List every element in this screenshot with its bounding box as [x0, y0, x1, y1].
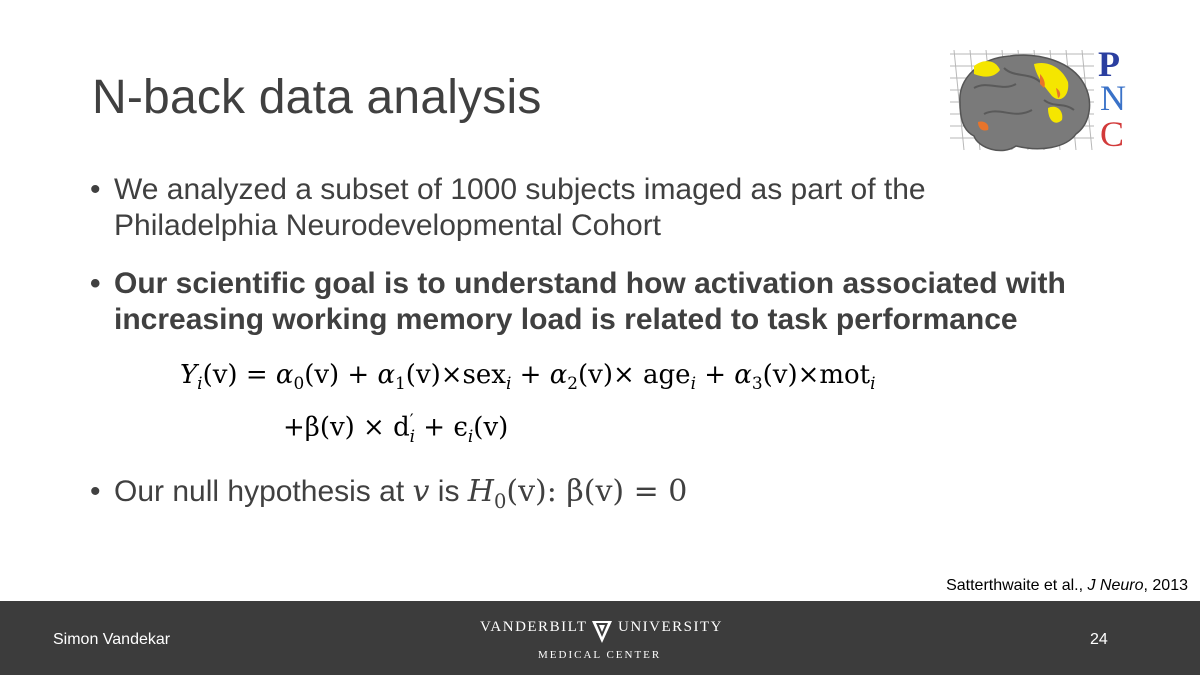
footer-bar: [0, 601, 1200, 675]
bullet-text: is: [429, 475, 468, 508]
bullet-marker: •: [90, 475, 101, 508]
pnc-logo: [944, 44, 1134, 156]
slide-title: N-back data analysis: [92, 71, 542, 124]
eq-alpha: α: [549, 360, 568, 390]
model-equation-line1: [180, 360, 876, 393]
eq-sup: ′: [409, 410, 414, 430]
bullet-text-line2: Philadelphia Neurodevelopmental Cohort: [114, 209, 662, 242]
eq-alpha: α: [275, 360, 294, 390]
bullet-marker: •: [90, 267, 101, 300]
eq-h: H: [467, 474, 494, 509]
eq-text: (v)×mot: [762, 360, 871, 390]
eq-sub: 3: [751, 373, 763, 394]
eq-sub: 1: [395, 373, 406, 394]
vu-subtitle: MEDICAL CENTER: [538, 649, 662, 661]
bullet-marker: •: [90, 173, 101, 206]
bullet-item: [90, 474, 1110, 520]
pnc-letter-p: P: [1098, 44, 1120, 84]
eq-text: (v): β(v) = 0: [506, 474, 688, 509]
eq-text: + ϵ: [415, 412, 468, 443]
eq-text: (v)×sex: [405, 360, 506, 390]
eq-sub: i: [409, 425, 415, 446]
citation: [946, 577, 1188, 595]
page-number: 24: [1090, 631, 1108, 648]
presenter-name: Simon Vandekar: [53, 631, 171, 648]
vu-wordmark-left: VANDERBILT: [480, 619, 588, 635]
eq-sub: i: [197, 373, 203, 394]
bullet-text-line1: We analyzed a subset of 1000 subjects imaged as part of the: [114, 173, 926, 206]
eq-sub: 0: [293, 373, 305, 394]
bullet-text-line2: increasing working memory load is related to task performance: [114, 303, 1018, 336]
eq-text: +β(v) × d: [283, 412, 410, 443]
pnc-letter-c: C: [1100, 114, 1125, 154]
citation-authors: Satterthwaite et al.,: [946, 577, 1088, 594]
eq-var-v: v: [412, 474, 430, 509]
eq-sub: i: [870, 373, 876, 394]
eq-text: (v) =: [202, 360, 276, 390]
oak-leaf-v-icon: [590, 619, 614, 645]
bullet-text: Our null hypothesis at: [114, 475, 413, 508]
eq-text: +: [511, 360, 550, 390]
eq-alpha: α: [377, 360, 396, 390]
bullet-item: [90, 172, 1110, 244]
eq-text: +: [695, 360, 735, 390]
model-equation-line2: [283, 410, 508, 446]
pnc-letter-n: N: [1100, 78, 1126, 118]
eq-text: (v)× age: [578, 360, 691, 390]
eq-sub: i: [690, 373, 696, 394]
vu-wordmark-right: UNIVERSITY: [618, 619, 723, 635]
eq-y: Y: [180, 360, 198, 390]
bullet-text-line1: Our scientific goal is to understand how activation associated with: [114, 267, 1066, 300]
eq-sub: 2: [567, 373, 578, 394]
citation-year: , 2013: [1143, 577, 1188, 594]
eq-alpha: α: [734, 360, 752, 390]
eq-sub: i: [467, 425, 474, 446]
eq-text: (v): [473, 412, 509, 443]
eq-sub: i: [505, 373, 512, 394]
vanderbilt-logo: [480, 615, 725, 667]
citation-journal: J Neuro: [1087, 577, 1144, 594]
bullet-item: [90, 266, 1110, 338]
eq-sub: 0: [493, 490, 507, 513]
bullet-text-hypothesis: [114, 474, 1110, 520]
eq-text: (v) +: [304, 360, 378, 390]
